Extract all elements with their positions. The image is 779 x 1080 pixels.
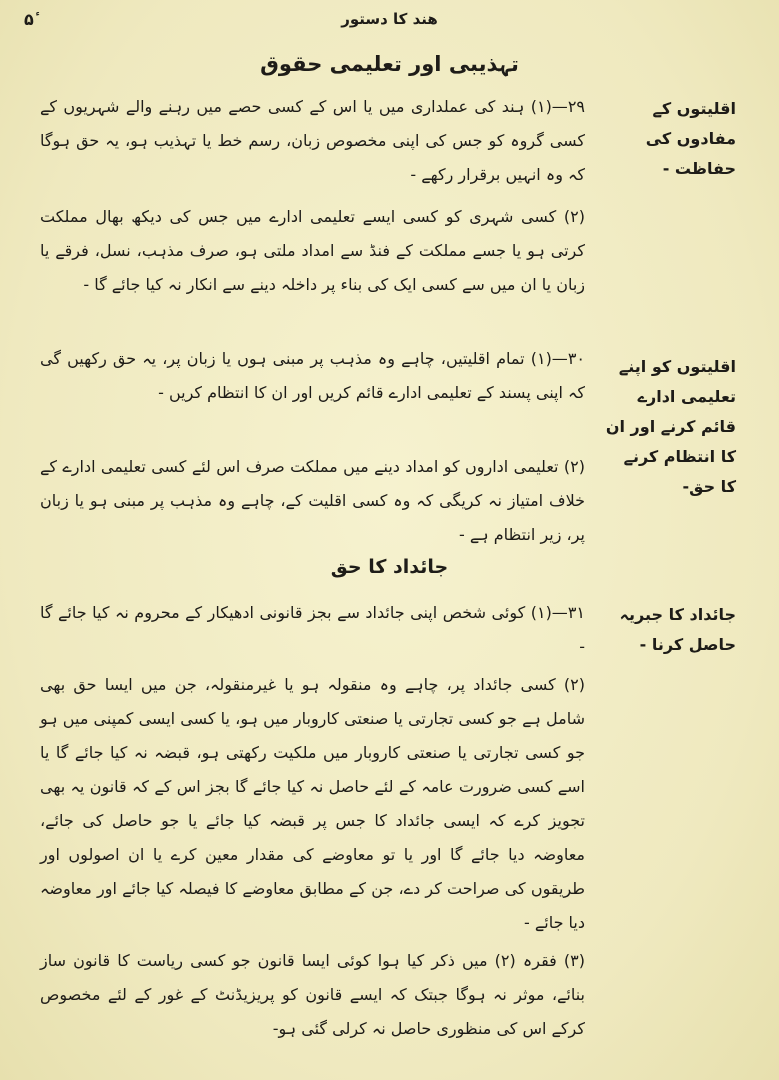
article-31-clause-2: (۲) کسی جائداد پر، چاہے وہ منقولہ ہو یا غیرمنقولہ، جن میں ایسا حق بھی شامل ہے جو کسی تجارتی یا صنعتی کاروبار میں ہو، یا کسی ایسی کمپنی میں ہو جو کسی تجارتی یا صنعتی کاروبار میں ملکیت رکھتی ہو، قبضہ نہ کیا جائے گا یا اسے کسی ضرورت عامہ کے لئے حاصل نہ کیا جائے گا بجز اس کے کہ قانون یہ بھی تجویز کرے کہ ایسی جائداد کا جس پر قبضہ کیا جائے یا جو حاصل کی جائے، معاوضہ دیا جائے گا اور یا تو معاوضے کی مقدار معین کرے یا ان اصولوں اور طریقوں کی صراحت کر دے، جن کے مطابق معاوضے کا فیصلہ کیا جائے اور معاوضہ دیا جائے -: [40, 675, 585, 932]
running-title: هند کا دستور: [341, 10, 438, 28]
article-31-clause-1: ۳۱—(۱) کوئی شخص اپنی جائداد سے بجز قانونی ادھیکار کے محروم نہ کیا جائے گا -: [40, 603, 585, 656]
section-heading-cultural-rights: تہذیبی اور تعلیمی حقوق: [260, 52, 519, 76]
section-heading-property-right: جائداد کا حق: [330, 556, 449, 578]
margin-note-minority-interests: اقلیتوں کے مفادوں کی حفاظت -: [645, 99, 736, 178]
article-29-clause-2: (۲) کسی شہری کو کسی ایسے تعلیمی ادارے میں جس کی دیکھ بھال مملکت کرتی ہو یا جسے مملکت کے فنڈ سے امداد ملتی ہو، صرف مذہب، نسل، فرقے یا زبان یا ان میں سے کسی ایک کی بناء پر داخلہ دینے سے انکار نہ کیا جائے گا -: [40, 207, 585, 294]
article-30-clause-1: ۳۰—(۱) تمام اقلیتیں، چاہے وہ مذہب پر مبنی ہوں یا زبان پر، یہ حق رکھیں گی کہ اپنی پسند کے تعلیمی ادارے قائم کریں اور ان کا انتظام کریں -: [40, 349, 585, 402]
margin-note-compulsory-acquisition: جائداد کا جبریہ حاصل کرنا -: [619, 605, 736, 654]
margin-note-minority-institutions: اقلیتوں کو اپنے تعلیمی ادارے قائم کرنے اور ان کا انتظام کرنے کا حق-: [605, 357, 736, 496]
article-31-clause-3: (۳) فقرہ (۲) میں ذکر کیا ہوا کوئی ایسا قانون جو کسی ریاست کا قانون ساز بنائے، موثر نہ ہوگا جبتک کہ ایسے قانون کو پریزیڈنٹ کے غور کے لئے مخصوص کرکے اس کی منظوری حاصل نہ کرلی گئی ہو-: [40, 951, 585, 1038]
page-header: [0, 6, 779, 34]
article-30-clause-2: (۲) تعلیمی اداروں کو امداد دینے میں مملکت صرف اس لئے کسی تعلیمی ادارے کے خلاف امتیاز نہ کریگی کہ وہ کسی اقلیت کے، چاہے وہ مذہب پر مبنی ہو یا زبان پر، زیر انتظام ہے -: [40, 457, 585, 544]
page-number: ۵ٔ: [24, 10, 34, 29]
article-29-clause-1: ۲۹—(۱) ہند کی عملداری میں یا اس کے کسی حصے میں رہنے والے شہریوں کے کسی گروہ کو جس کی اپنی مخصوص زبان، رسم خط یا تہذیب ہو، یہ حق ہوگا کہ وہ انہیں برقرار رکھے -: [40, 97, 585, 184]
